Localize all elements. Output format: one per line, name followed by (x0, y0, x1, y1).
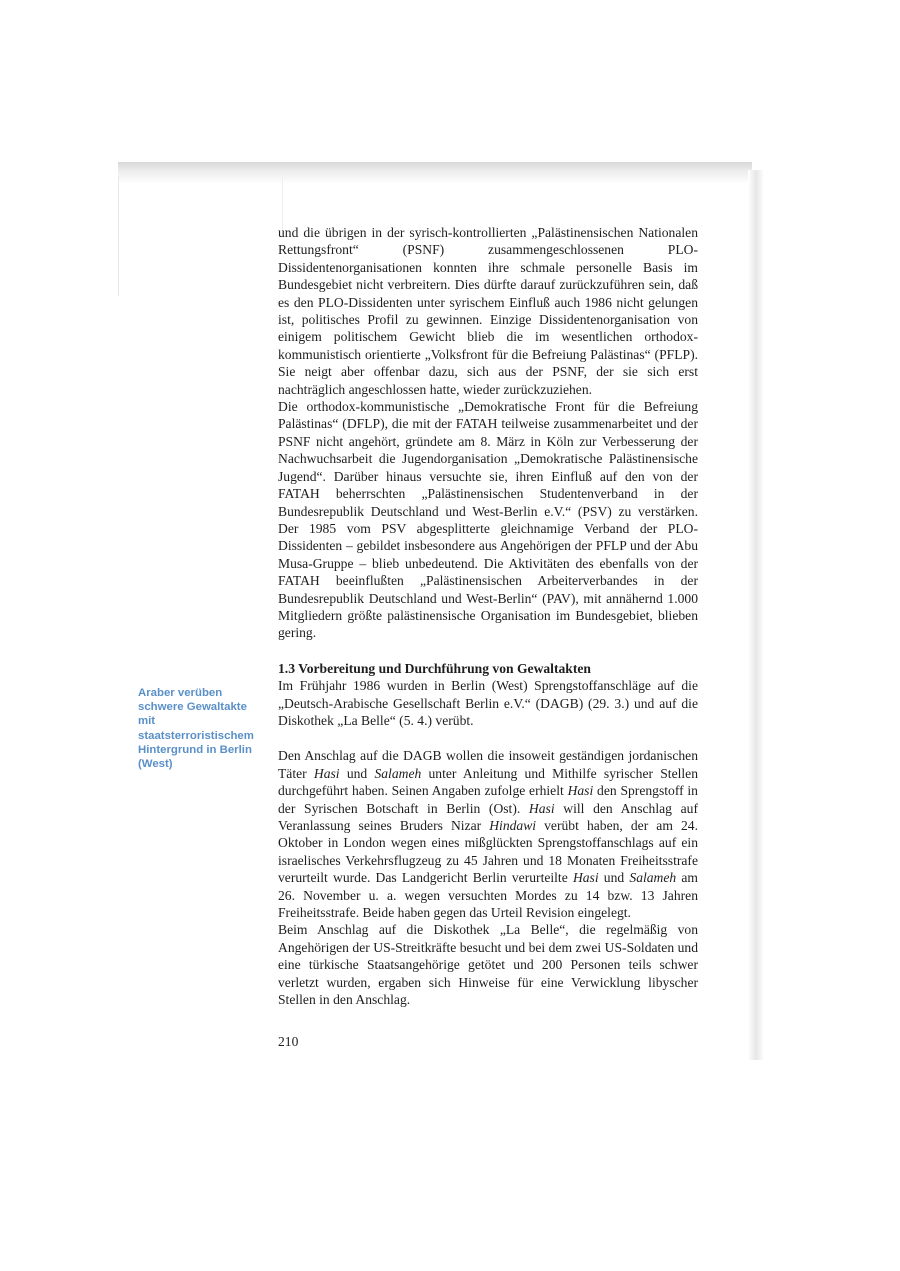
paragraph-dagb: Den Anschlag auf die DAGB wollen die insoweit geständigen jordanischen Täter Hasi und Salameh unter Anleitung und Mithilfe syrischer Stellen durchgeführt haben. Seinen Angaben zufolge erhielt Hasi den Sprengstoff in der Syrischen Botschaft in Berlin (Ost). Hasi will den Anschlag auf Veranlassung seines Bruders Nizar Hindawi verübt haben, der am 24. Oktober in London wegen eines mißglückten Sprengstoffanschlags auf ein israelisches Verkehrsflugzeug zu 45 Jahren und 18 Monaten Freiheitsstrafe verurteilt wurde. Das Landgericht Berlin verurteilte Hasi und Salameh am 26. November u. a. wegen versuchten Mordes zu 14 bzw. 13 Jahren Freiheitsstrafe. Beide haben gegen das Urteil Revision eingelegt. (278, 748, 699, 921)
name-hasi: Hasi (567, 783, 594, 799)
paragraph-psnf: und die übrigen in der syrisch-kontrollierten „Palästinensischen Nationalen Rettungsfront“ (PSNF) zusammengeschlossenen PLO-Dissidentenorganisationen konnten ihre schmale personelle Basis im Bundesgebiet nicht verbreitern. Dies dürfte darauf zurückzuführen sein, daß es den PLO-Dissidenten unter syrischem Einfluß auch 1986 nicht gelungen ist, politisches Profil zu gewinnen. Einzige Dissidentenorganisation von einigem politischem Gewicht blieb die im wesentlichen orthodox-kommunistisch orientierte „Volksfront für die Befreiung Palästinas“ (PFLP). Sie neigt aber offenbar dazu, sich aus der PSNF, der sie sich erst nachträglich angeschlossen hatte, wieder zurückzuziehen. (278, 225, 698, 397)
page-number: 210 (278, 1034, 299, 1049)
main-text (278, 224, 698, 1008)
marginal-note: Araber verüben schwere Gewaltakte mit staatsterroristischem Hintergrund in Berlin (West) (138, 687, 254, 771)
name-salameh: Salameh (374, 765, 422, 781)
name-hindawi: Hindawi (489, 818, 537, 833)
paragraph-dflp: Die orthodox-kommunistische „Demokratische Front für die Befreiung Palästinas“ (DFLP), die mit der FATAH teilweise zusammenarbeitet und der PSNF nicht angehört, gründete am 8. März in Köln zur Verbesserung der Nachwuchsarbeit die Jugendorganisation „Demokratische Palästinensische Jugend“. Darüber hinaus versuchte sie, ihren Einfluß auf den von der FATAH beherrschten „Palästinensischen Studentenverband in der Bundesrepublik Deutschland und West-Berlin e.V.“ (PSV) zu verstärken. Der 1985 vom PSV abgesplitterte gleichnamige Verband der PLO-Dissidenten – gebildet insbesondere aus Angehörigen der PFLP und der Abu Musa-Gruppe – blieb unbedeutend. Die Aktivitäten des ebenfalls von der FATAH beeinflußten „Palästinensischen Arbeiterverbandes in der Bundesrepublik Deutschland und West-Berlin“ (PAV), mit annähernd 1.000 Mitgliedern größte palästinensische Organisation im Bundesgebiet, blieben gering. (278, 399, 698, 641)
name-hasi: Hasi (528, 800, 555, 816)
scan-shadow-top (118, 162, 752, 184)
scan-edge-line (118, 176, 119, 296)
paragraph-section-intro: Im Frühjahr 1986 wurden in Berlin (West) Sprengstoffanschläge auf die „Deutsch-Arabische Gesellschaft Berlin e.V.“ (DAGB) (29. 3.) und auf die Diskothek „La Belle“ (5. 4.) verübt. (278, 678, 698, 728)
scan-shadow-right (748, 170, 764, 1060)
paragraph-la-belle: Beim Anschlag auf die Diskothek „La Belle“, die regelmäßig von Angehörigen der US-Streitkräfte besucht und bei dem zwei US-Soldaten und eine türkische Staatsangehörige getötet und 200 Personen teils schwer verletzt wurden, ergaben sich Hinweise für eine Verwicklung libyscher Stellen in den Anschlag. (278, 922, 698, 1008)
name-hasi: Hasi (572, 870, 599, 886)
name-hasi: Hasi (313, 765, 340, 781)
name-salameh: Salameh (629, 870, 677, 886)
section-heading: 1.3 Vorbereitung und Durchführung von Gewaltakten (278, 660, 591, 676)
